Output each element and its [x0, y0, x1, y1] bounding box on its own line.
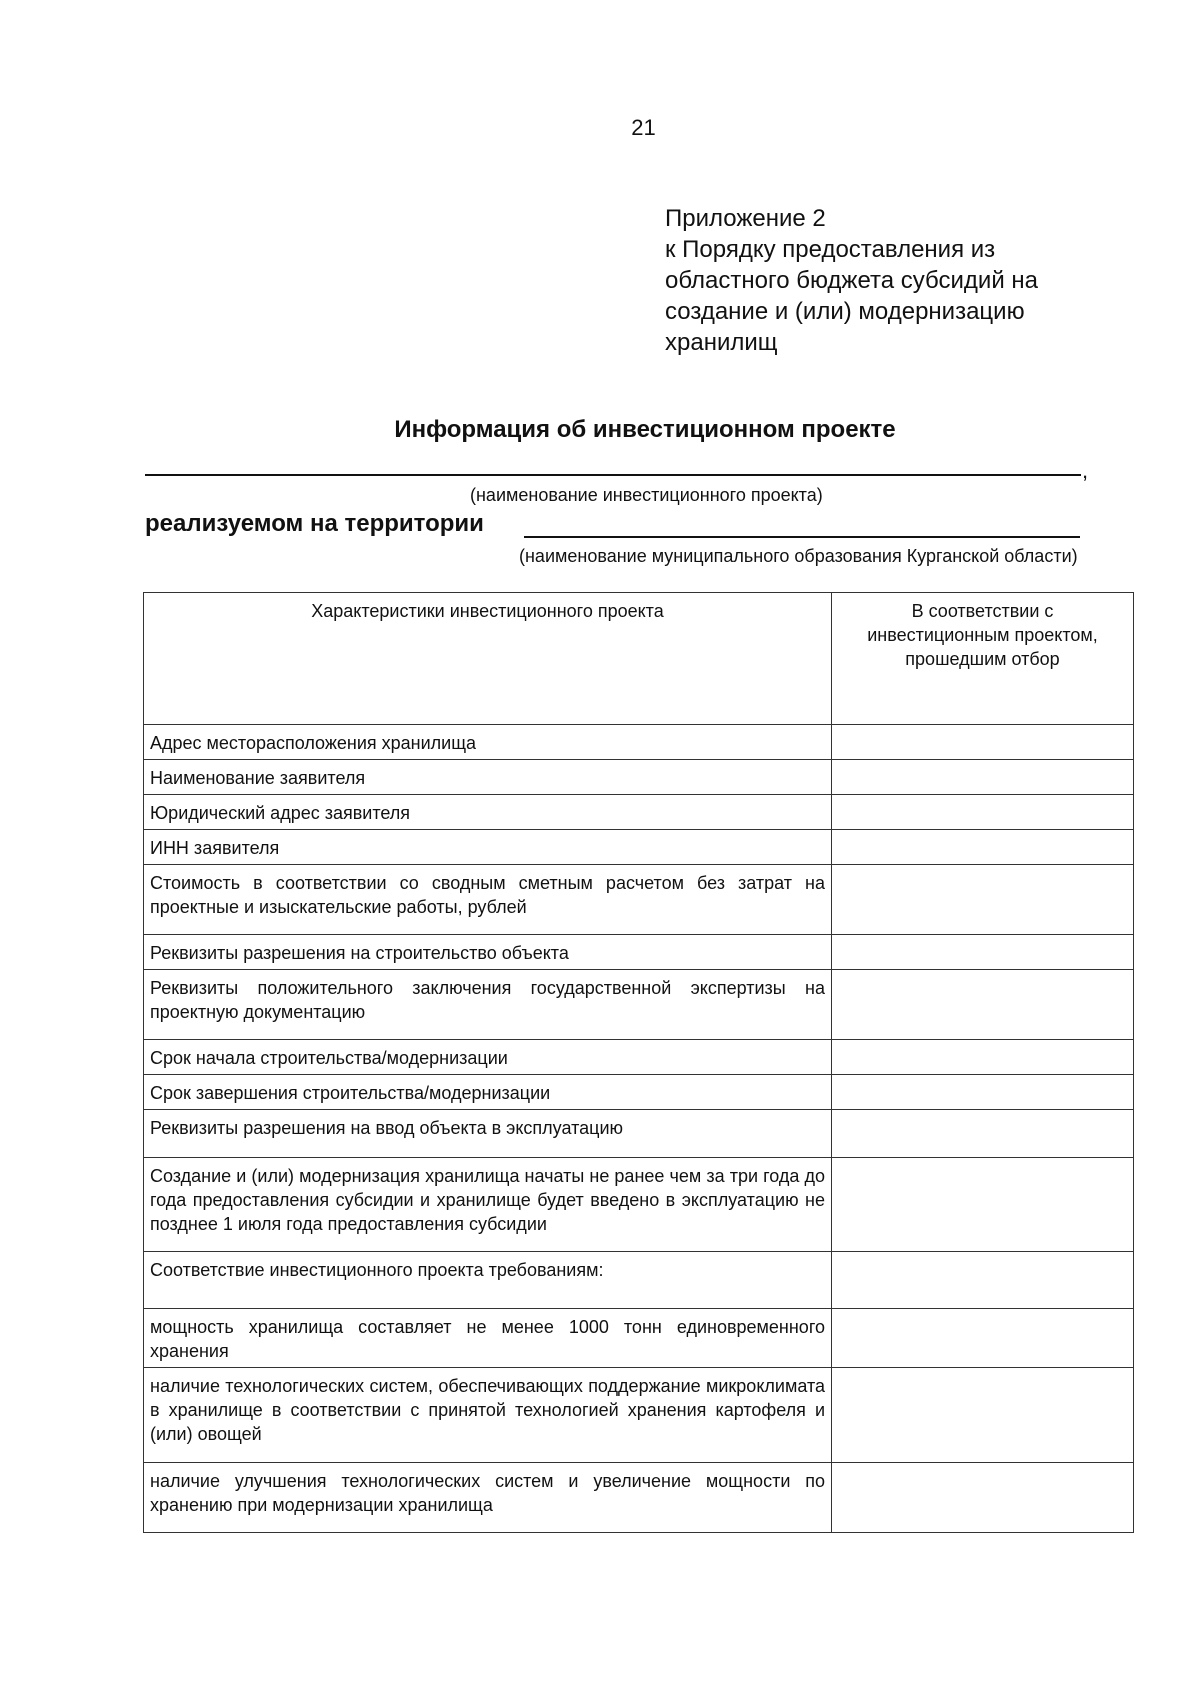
municipality-blank-line [524, 536, 1080, 538]
row-value-cell [832, 1158, 1134, 1252]
header-conformity [832, 593, 1134, 725]
table-row [144, 1309, 1134, 1368]
header-conformity-line: прошедшим отбор [905, 649, 1060, 669]
row-value-cell [832, 1463, 1134, 1533]
row-label: Срок завершения строительства/модернизации [144, 1075, 832, 1110]
project-name-blank-line [145, 474, 1081, 476]
table-row [144, 865, 1134, 935]
row-label: Реквизиты положительного заключения государственной экспертизы на проектную документацию [144, 970, 832, 1040]
municipality-hint: (наименование муниципального образования Курганской области) [519, 546, 1078, 566]
table-row [144, 1368, 1134, 1463]
table-row [144, 1158, 1134, 1252]
row-label: наличие технологических систем, обеспечивающих поддержание микроклимата в хранилище в соответствии с принятой технологией хранения картофеля и (или) овощей [144, 1368, 832, 1463]
appendix-line: Приложение 2 [665, 205, 826, 232]
row-value-cell [832, 725, 1134, 760]
document-title: Информация об инвестиционном проекте [394, 416, 896, 443]
row-label: Реквизиты разрешения на строительство объекта [144, 935, 832, 970]
table-row [144, 830, 1134, 865]
row-value-cell [832, 830, 1134, 865]
table-row [144, 1110, 1134, 1158]
row-label: Реквизиты разрешения на ввод объекта в эксплуатацию [144, 1110, 832, 1158]
row-label: ИНН заявителя [144, 830, 832, 865]
table-row [144, 795, 1134, 830]
table-row [144, 1040, 1134, 1075]
appendix-line: областного бюджета субсидий на [665, 267, 1039, 294]
project-info-table [143, 592, 1134, 1533]
table-row [144, 1075, 1134, 1110]
table-row [144, 1463, 1134, 1533]
header-conformity-line: инвестиционным проектом, [867, 625, 1098, 645]
table-row [144, 970, 1134, 1040]
row-label: Соответствие инвестиционного проекта требованиям: [144, 1252, 832, 1309]
project-name-hint: (наименование инвестиционного проекта) [470, 485, 823, 505]
row-label: Юридический адрес заявителя [144, 795, 832, 830]
appendix-line: хранилищ [665, 329, 778, 356]
page-number: 21 [631, 115, 656, 140]
header-characteristics: Характеристики инвестиционного проекта [144, 593, 832, 725]
row-value-cell [832, 1040, 1134, 1075]
appendix-line: создание и (или) модернизацию [665, 298, 1025, 325]
row-value-cell [832, 1252, 1134, 1309]
row-value-cell [832, 1368, 1134, 1463]
header-conformity-line: В соответствии с [911, 601, 1054, 621]
row-label: Срок начала строительства/модернизации [144, 1040, 832, 1075]
row-label: Наименование заявителя [144, 760, 832, 795]
table-row [144, 725, 1134, 760]
row-value-cell [832, 1075, 1134, 1110]
row-value-cell [832, 970, 1134, 1040]
territory-label: реализуемом на территории [145, 510, 484, 537]
row-label: Адрес месторасположения хранилища [144, 725, 832, 760]
appendix-block [665, 203, 1125, 358]
trailing-comma: , [1082, 458, 1089, 483]
row-value-cell [832, 1309, 1134, 1368]
row-value-cell [832, 935, 1134, 970]
row-label: мощность хранилища составляет не менее 1000 тонн единовременного хранения [144, 1309, 832, 1368]
table-header-row [144, 593, 1134, 725]
row-value-cell [832, 865, 1134, 935]
table-row [144, 1252, 1134, 1309]
row-value-cell [832, 760, 1134, 795]
row-value-cell [832, 1110, 1134, 1158]
appendix-line: к Порядку предоставления из [665, 236, 996, 263]
table-row [144, 760, 1134, 795]
row-value-cell [832, 795, 1134, 830]
row-label: наличие улучшения технологических систем и увеличение мощности по хранению при модернизации хранилища [144, 1463, 832, 1533]
row-label: Стоимость в соответствии со сводным сметным расчетом без затрат на проектные и изыскательские работы, рублей [144, 865, 832, 935]
row-label: Создание и (или) модернизация хранилища начаты не ранее чем за три года до года предоставления субсидии и хранилище будет введено в эксплуатацию не позднее 1 июля года предоставления субсидии [144, 1158, 832, 1252]
table-row [144, 935, 1134, 970]
